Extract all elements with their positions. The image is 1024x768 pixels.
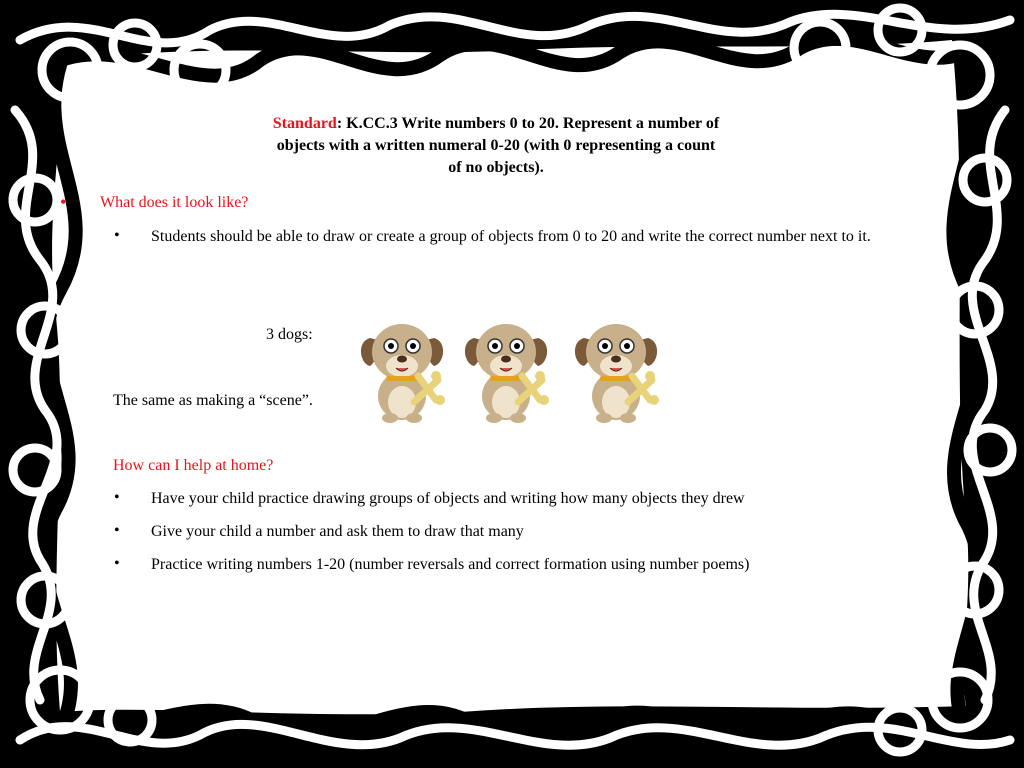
dog-with-bone-icon [460,314,552,424]
dog-with-bone-icon [570,314,662,424]
bullet-dot: • [114,522,120,539]
dog-count-label: 3 dogs: [266,326,313,343]
what-does-it-look-like-heading: What does it look like? [100,194,249,211]
scene-note: The same as making a “scene”. [113,392,313,409]
standard-title [230,113,762,179]
red-bullet-dot: • [60,192,67,212]
bullet-dot: • [114,555,120,572]
help-bullet-3: Practice writing numbers 1-20 (number reversals and correct formation using number poems) [151,556,750,573]
section1-bullet-text: Students should be able to draw or create a group of objects from 0 to 20 and write the correct number next to it. [151,228,871,245]
standard-label: Standard [272,115,337,132]
bullet-dot: • [114,489,120,506]
help-bullet-2: Give your child a number and ask them to draw that many [151,523,524,540]
standard-text-line2: objects with a written numeral 0-20 (with 0 representing a count [276,137,716,154]
standard-text-line1: : K.CC.3 Write numbers 0 to 20. Represent a number of [336,115,720,132]
bullet-dot: • [114,227,120,244]
how-can-i-help-heading: How can I help at home? [113,457,274,474]
help-bullet-1: Have your child practice drawing groups of objects and writing how many objects they drew [151,490,745,507]
standard-text-line3: of no objects). [448,159,544,176]
dog-with-bone-icon [356,314,448,424]
